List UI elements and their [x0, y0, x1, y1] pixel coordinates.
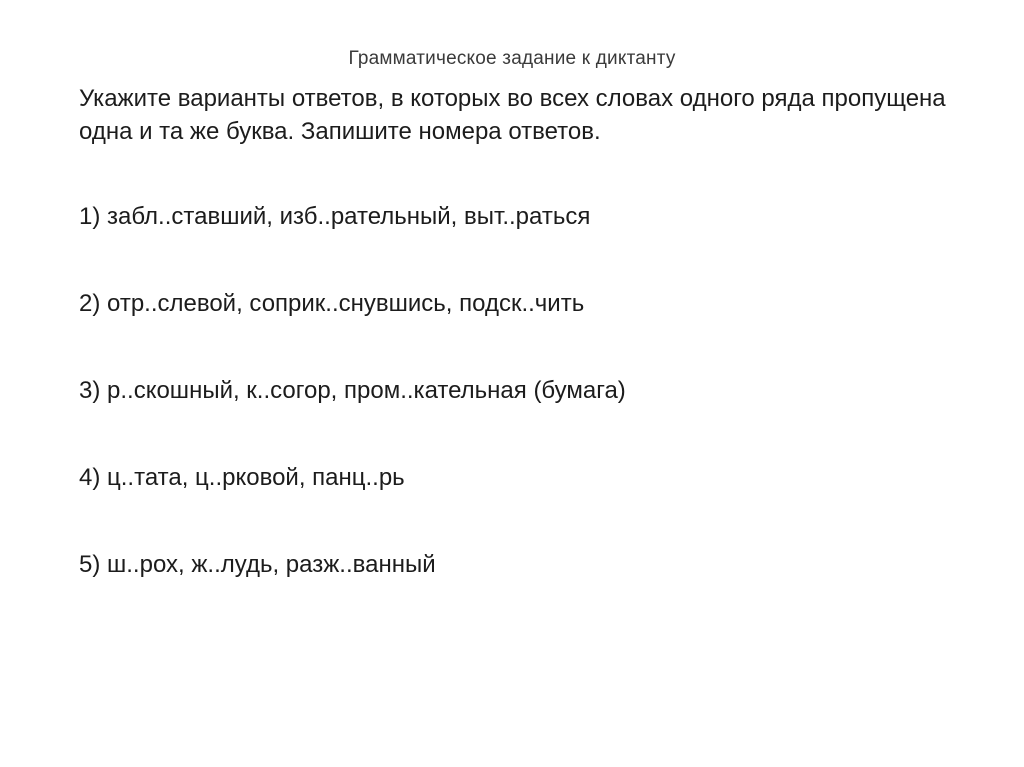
answer-option-1: 1) забл..ставший, изб..рательный, выт..раться — [79, 203, 591, 230]
answer-option-4: 4) ц..тата, ц..рковой, панц..рь — [79, 464, 405, 491]
answer-option-2: 2) отр..слевой, соприк..снувшись, подск..чить — [79, 290, 585, 317]
task-instruction: Укажите варианты ответов, в которых во всех словах одного ряда пропущена одна и та же буква. Запишите номера ответов. — [79, 85, 946, 145]
answer-options-list — [79, 200, 959, 635]
answer-option-5: 5) ш..рох, ж..лудь, разж..ванный — [79, 551, 436, 578]
answer-option-3: 3) р..скошный, к..согор, пром..кательная (бумага) — [79, 377, 626, 404]
slide-title: Грамматическое задание к диктанту — [348, 48, 676, 69]
